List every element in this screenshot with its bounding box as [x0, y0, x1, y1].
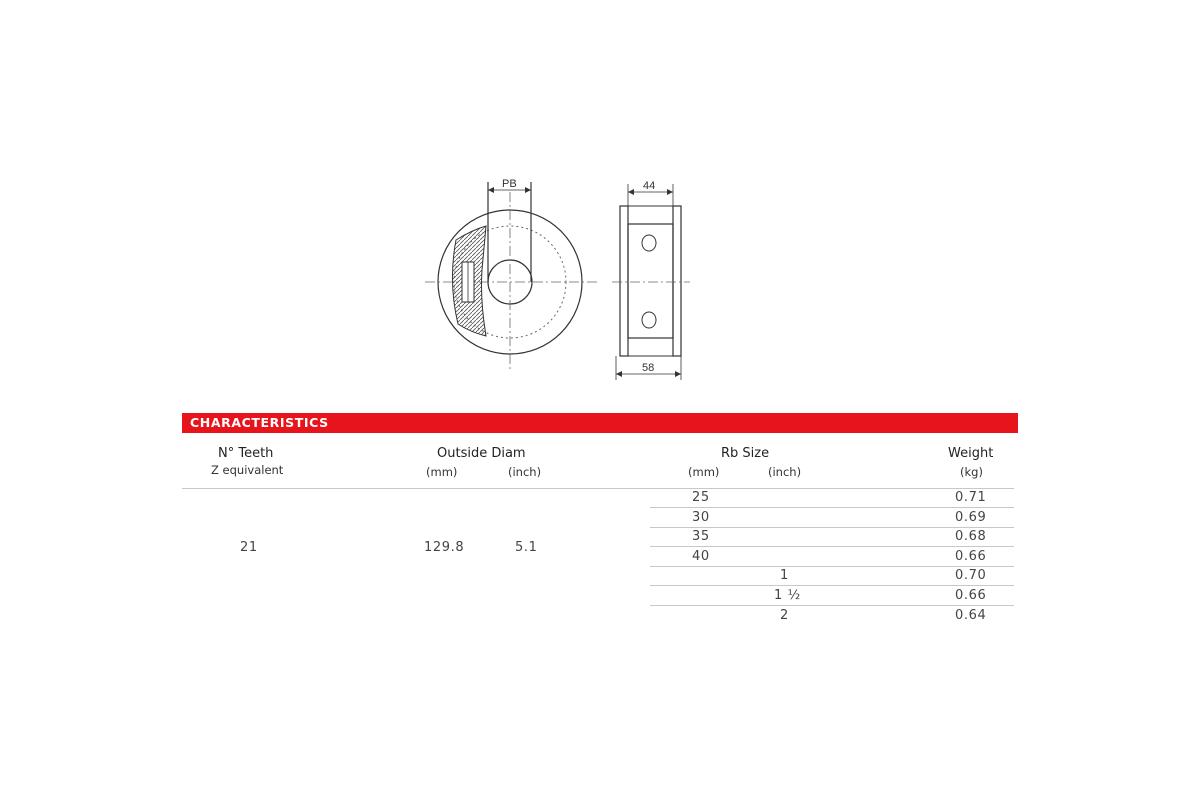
section-title: CHARACTERISTICS — [190, 415, 329, 430]
rb-inch-value: 1 ½ — [774, 588, 801, 603]
side-view — [612, 180, 690, 380]
weight-value: 0.64 — [955, 608, 987, 623]
row-divider — [650, 566, 1014, 567]
teeth-value: 21 — [240, 540, 258, 555]
characteristics-banner — [182, 413, 1018, 433]
header-divider — [182, 488, 1014, 489]
rb-mm-value: 30 — [692, 510, 710, 525]
rb-size-mm-unit: (mm) — [688, 465, 720, 479]
teeth-subheader: Z equivalent — [211, 463, 284, 477]
row-divider — [650, 546, 1014, 547]
front-view — [425, 178, 598, 370]
row-divider — [650, 527, 1014, 528]
rb-inch-value: 2 — [780, 608, 789, 623]
weight-unit: (kg) — [960, 465, 983, 479]
rb-inch-value: 1 — [780, 568, 789, 583]
outside-diam-mm-unit: (mm) — [426, 465, 458, 479]
weight-value: 0.70 — [955, 568, 987, 583]
weight-value: 0.66 — [955, 588, 987, 603]
rb-mm-value: 40 — [692, 549, 710, 564]
pb-dimension-label: PB — [502, 178, 517, 190]
weight-value: 0.71 — [955, 490, 987, 505]
weight-value: 0.68 — [955, 529, 987, 544]
rb-size-header: Rb Size — [721, 446, 770, 461]
weight-value: 0.69 — [955, 510, 987, 525]
width-top-label: 44 — [643, 180, 656, 192]
weight-header: Weight — [948, 446, 994, 461]
rb-size-inch-unit: (inch) — [768, 465, 802, 479]
rb-mm-value: 35 — [692, 529, 710, 544]
outside-diam-inch-unit: (inch) — [508, 465, 542, 479]
row-divider — [650, 605, 1014, 606]
outside-diam-inch-value: 5.1 — [515, 540, 538, 555]
teeth-header: N° Teeth — [218, 446, 274, 461]
row-divider — [650, 585, 1014, 586]
rb-mm-value: 25 — [692, 490, 710, 505]
row-divider — [650, 507, 1014, 508]
weight-value: 0.66 — [955, 549, 987, 564]
width-bottom-label: 58 — [642, 362, 655, 374]
outside-diam-mm-value: 129.8 — [424, 540, 465, 555]
outside-diam-header: Outside Diam — [437, 446, 526, 461]
